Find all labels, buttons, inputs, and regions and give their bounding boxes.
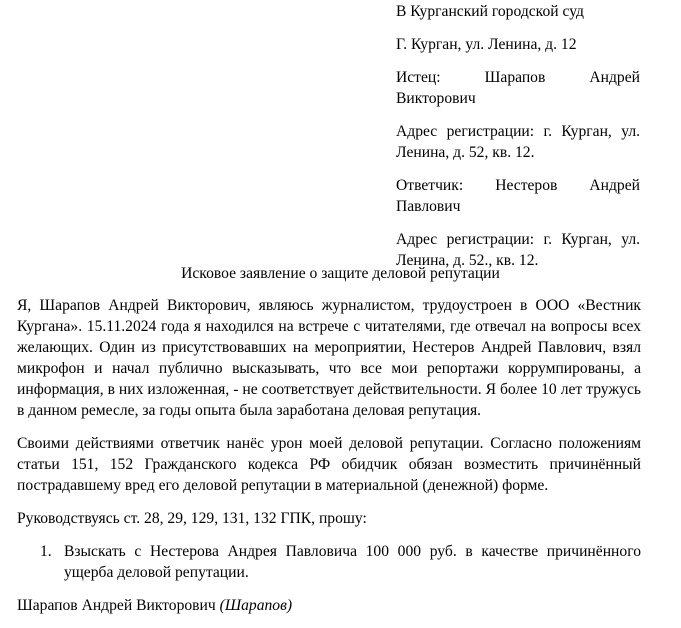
defendant-name: Нестеров Андрей Павлович [396, 177, 640, 215]
document-header [396, 1, 640, 283]
signature-name: Шарапов Андрей Викторович [17, 597, 216, 614]
body-paragraph-3: Руководствуясь ст. 28, 29, 129, 131, 132 ГПК, прошу: [17, 510, 367, 527]
defendant-info [396, 175, 640, 217]
requests-list [17, 541, 641, 583]
document-title: Исковое заявление о защите деловой репутации [181, 265, 500, 282]
document-body [17, 295, 641, 628]
body-paragraph-2: Своими действиями ответчик нанёс урон моей деловой репутации. Согласно положениям статьи 151, 152 Гражданского кодекса РФ обидчик обязан возместить причинённый пострадавшему вред его деловой репутации в материальной (денежной) форме. [17, 435, 641, 494]
signature [17, 595, 641, 616]
plaintiff-info [396, 67, 640, 109]
plaintiff-label: Истец: [396, 69, 441, 86]
list-item [17, 541, 641, 583]
list-item-text: Взыскать с Нестерова Андрея Павловича 100 000 руб. в качестве причинённого ущерба деловой репутации. [64, 543, 641, 581]
defendant-address: Адрес регистрации: г. Курган, ул. Ленина, д. 52., кв. 12. [396, 231, 640, 269]
court-name: В Курганский городской суд [396, 3, 584, 20]
defendant-label: Ответчик: [396, 177, 464, 194]
court-address: Г. Курган, ул. Ленина, д. 12 [396, 36, 577, 53]
plaintiff-address: Адрес регистрации: г. Курган, ул. Ленина, д. 52, кв. 12. [396, 123, 640, 161]
list-item-number: 1. [40, 543, 52, 560]
signature-short: (Шарапов) [219, 597, 293, 614]
plaintiff-name: Шарапов Андрей Викторович [396, 69, 640, 107]
body-paragraph-1: Я, Шарапов Андрей Викторович, являюсь журналистом, трудоустроен в ООО «Вестник Кургана». 15.11.2024 года я находился на встрече с читателями, где отвечал на вопросы всех желающих. Один из присутствовавших на мероприятии, Нестеров Андрей Павлович, взял микрофон и начал публично высказывать, что все мои репортажи коррумпированы, а информация, в них изложенная, - не соответствует действительности. Я более 10 лет тружусь в данном ремесле, за годы опыта была заработана деловая репутация. [17, 297, 641, 419]
